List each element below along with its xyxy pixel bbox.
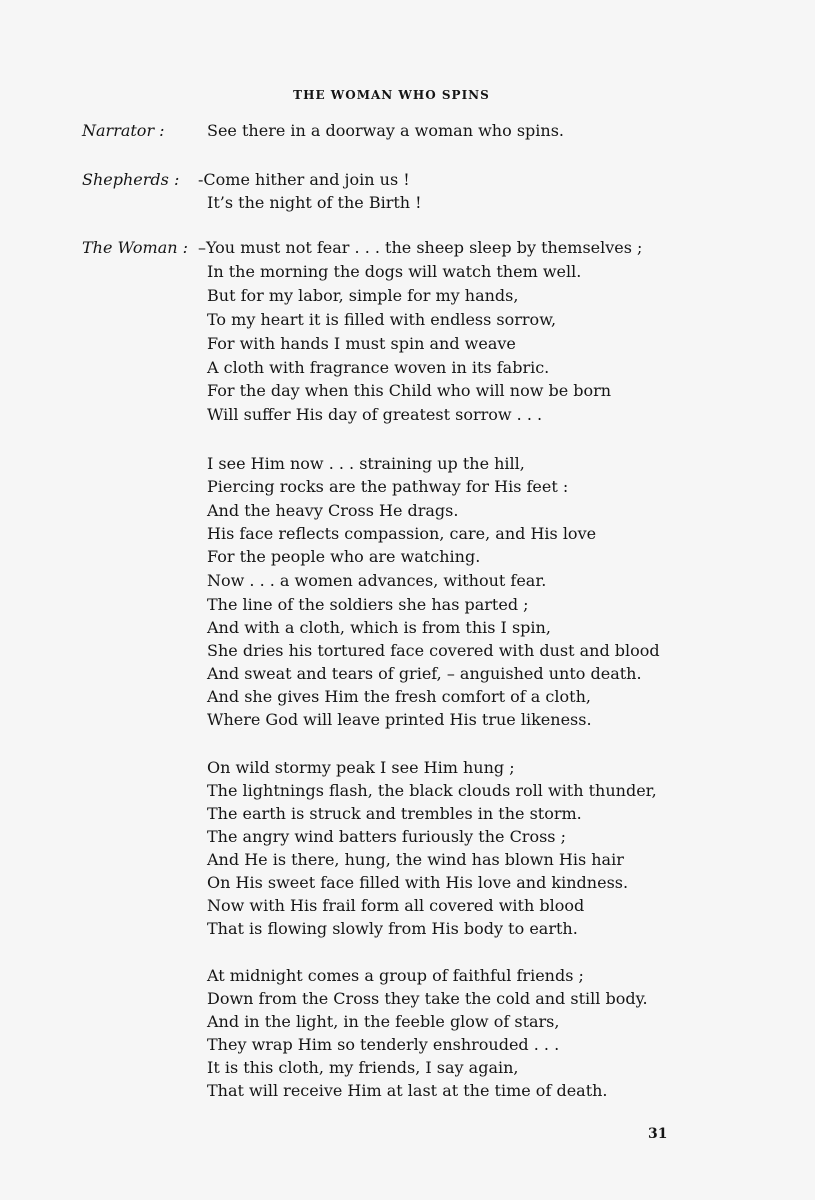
- woman-line: Piercing rocks are the pathway for His feet :: [207, 477, 569, 496]
- woman-line: They wrap Him so tenderly enshrouded . . .: [207, 1035, 560, 1054]
- woman-line: And the heavy Cross He drags.: [207, 501, 459, 520]
- show-through-texture: [85, 330, 185, 340]
- woman-line: The lightnings flash, the black clouds roll with thunder,: [207, 781, 657, 800]
- woman-line: –You must not fear . . . the sheep sleep by themselves ;: [198, 238, 643, 257]
- woman-line: Down from the Cross they take the cold and still body.: [207, 989, 648, 1008]
- woman-line: And she gives Him the fresh comfort of a cloth,: [207, 687, 591, 706]
- woman-line: To my heart it is filled with endless sorrow,: [207, 310, 557, 329]
- woman-line: But for my labor, simple for my hands,: [207, 286, 519, 305]
- woman-line: And He is there, hung, the wind has blown His hair: [207, 850, 624, 869]
- woman-line: His face reflects compassion, care, and His love: [207, 524, 597, 543]
- woman-line: On wild stormy peak I see Him hung ;: [207, 758, 515, 777]
- woman-line: Where God will leave printed His true likeness.: [207, 710, 592, 729]
- page-title: THE WOMAN WHO SPINS: [293, 88, 490, 102]
- woman-line: It is this cloth, my friends, I say again,: [207, 1058, 519, 1077]
- woman-line: Now with His frail form all covered with blood: [207, 896, 585, 915]
- woman-line: I see Him now . . . straining up the hill,: [207, 454, 525, 473]
- woman-line: For the day when this Child who will now be born: [207, 381, 612, 400]
- woman-line: And sweat and tears of grief, – anguished unto death.: [207, 664, 642, 683]
- woman-line: In the morning the dogs will watch them well.: [207, 262, 582, 281]
- woman-line: For with hands I must spin and weave: [207, 334, 516, 353]
- narrator-line: See there in a doorway a woman who spins.: [207, 121, 564, 140]
- woman-line: At midnight comes a group of faithful friends ;: [207, 966, 584, 985]
- speaker-narrator: Narrator :: [82, 121, 165, 140]
- woman-line: And in the light, in the feeble glow of stars,: [207, 1012, 560, 1031]
- speaker-the-woman: The Woman :: [82, 238, 189, 257]
- woman-line: And with a cloth, which is from this I spin,: [207, 618, 551, 637]
- shepherds-line: -Come hither and join us !: [198, 170, 410, 189]
- page-number: 31: [648, 1126, 668, 1142]
- woman-line: Now . . . a women advances, without fear.: [207, 571, 547, 590]
- woman-line: That is flowing slowly from His body to earth.: [207, 919, 578, 938]
- woman-line: That will receive Him at last at the time of death.: [207, 1081, 608, 1100]
- shepherds-line: It’s the night of the Birth !: [207, 193, 422, 212]
- woman-line: Will suffer His day of greatest sorrow . . .: [207, 405, 543, 424]
- woman-line: She dries his tortured face covered with dust and blood: [207, 641, 660, 660]
- speaker-shepherds: Shepherds :: [82, 170, 180, 189]
- woman-line: The line of the soldiers she has parted ;: [207, 595, 529, 614]
- woman-line: A cloth with fragrance woven in its fabric.: [207, 358, 550, 377]
- woman-line: The angry wind batters furiously the Cross ;: [207, 827, 566, 846]
- woman-line: For the people who are watching.: [207, 547, 481, 566]
- woman-line: On His sweet face filled with His love and kindness.: [207, 873, 629, 892]
- woman-line: The earth is struck and trembles in the storm.: [207, 804, 582, 823]
